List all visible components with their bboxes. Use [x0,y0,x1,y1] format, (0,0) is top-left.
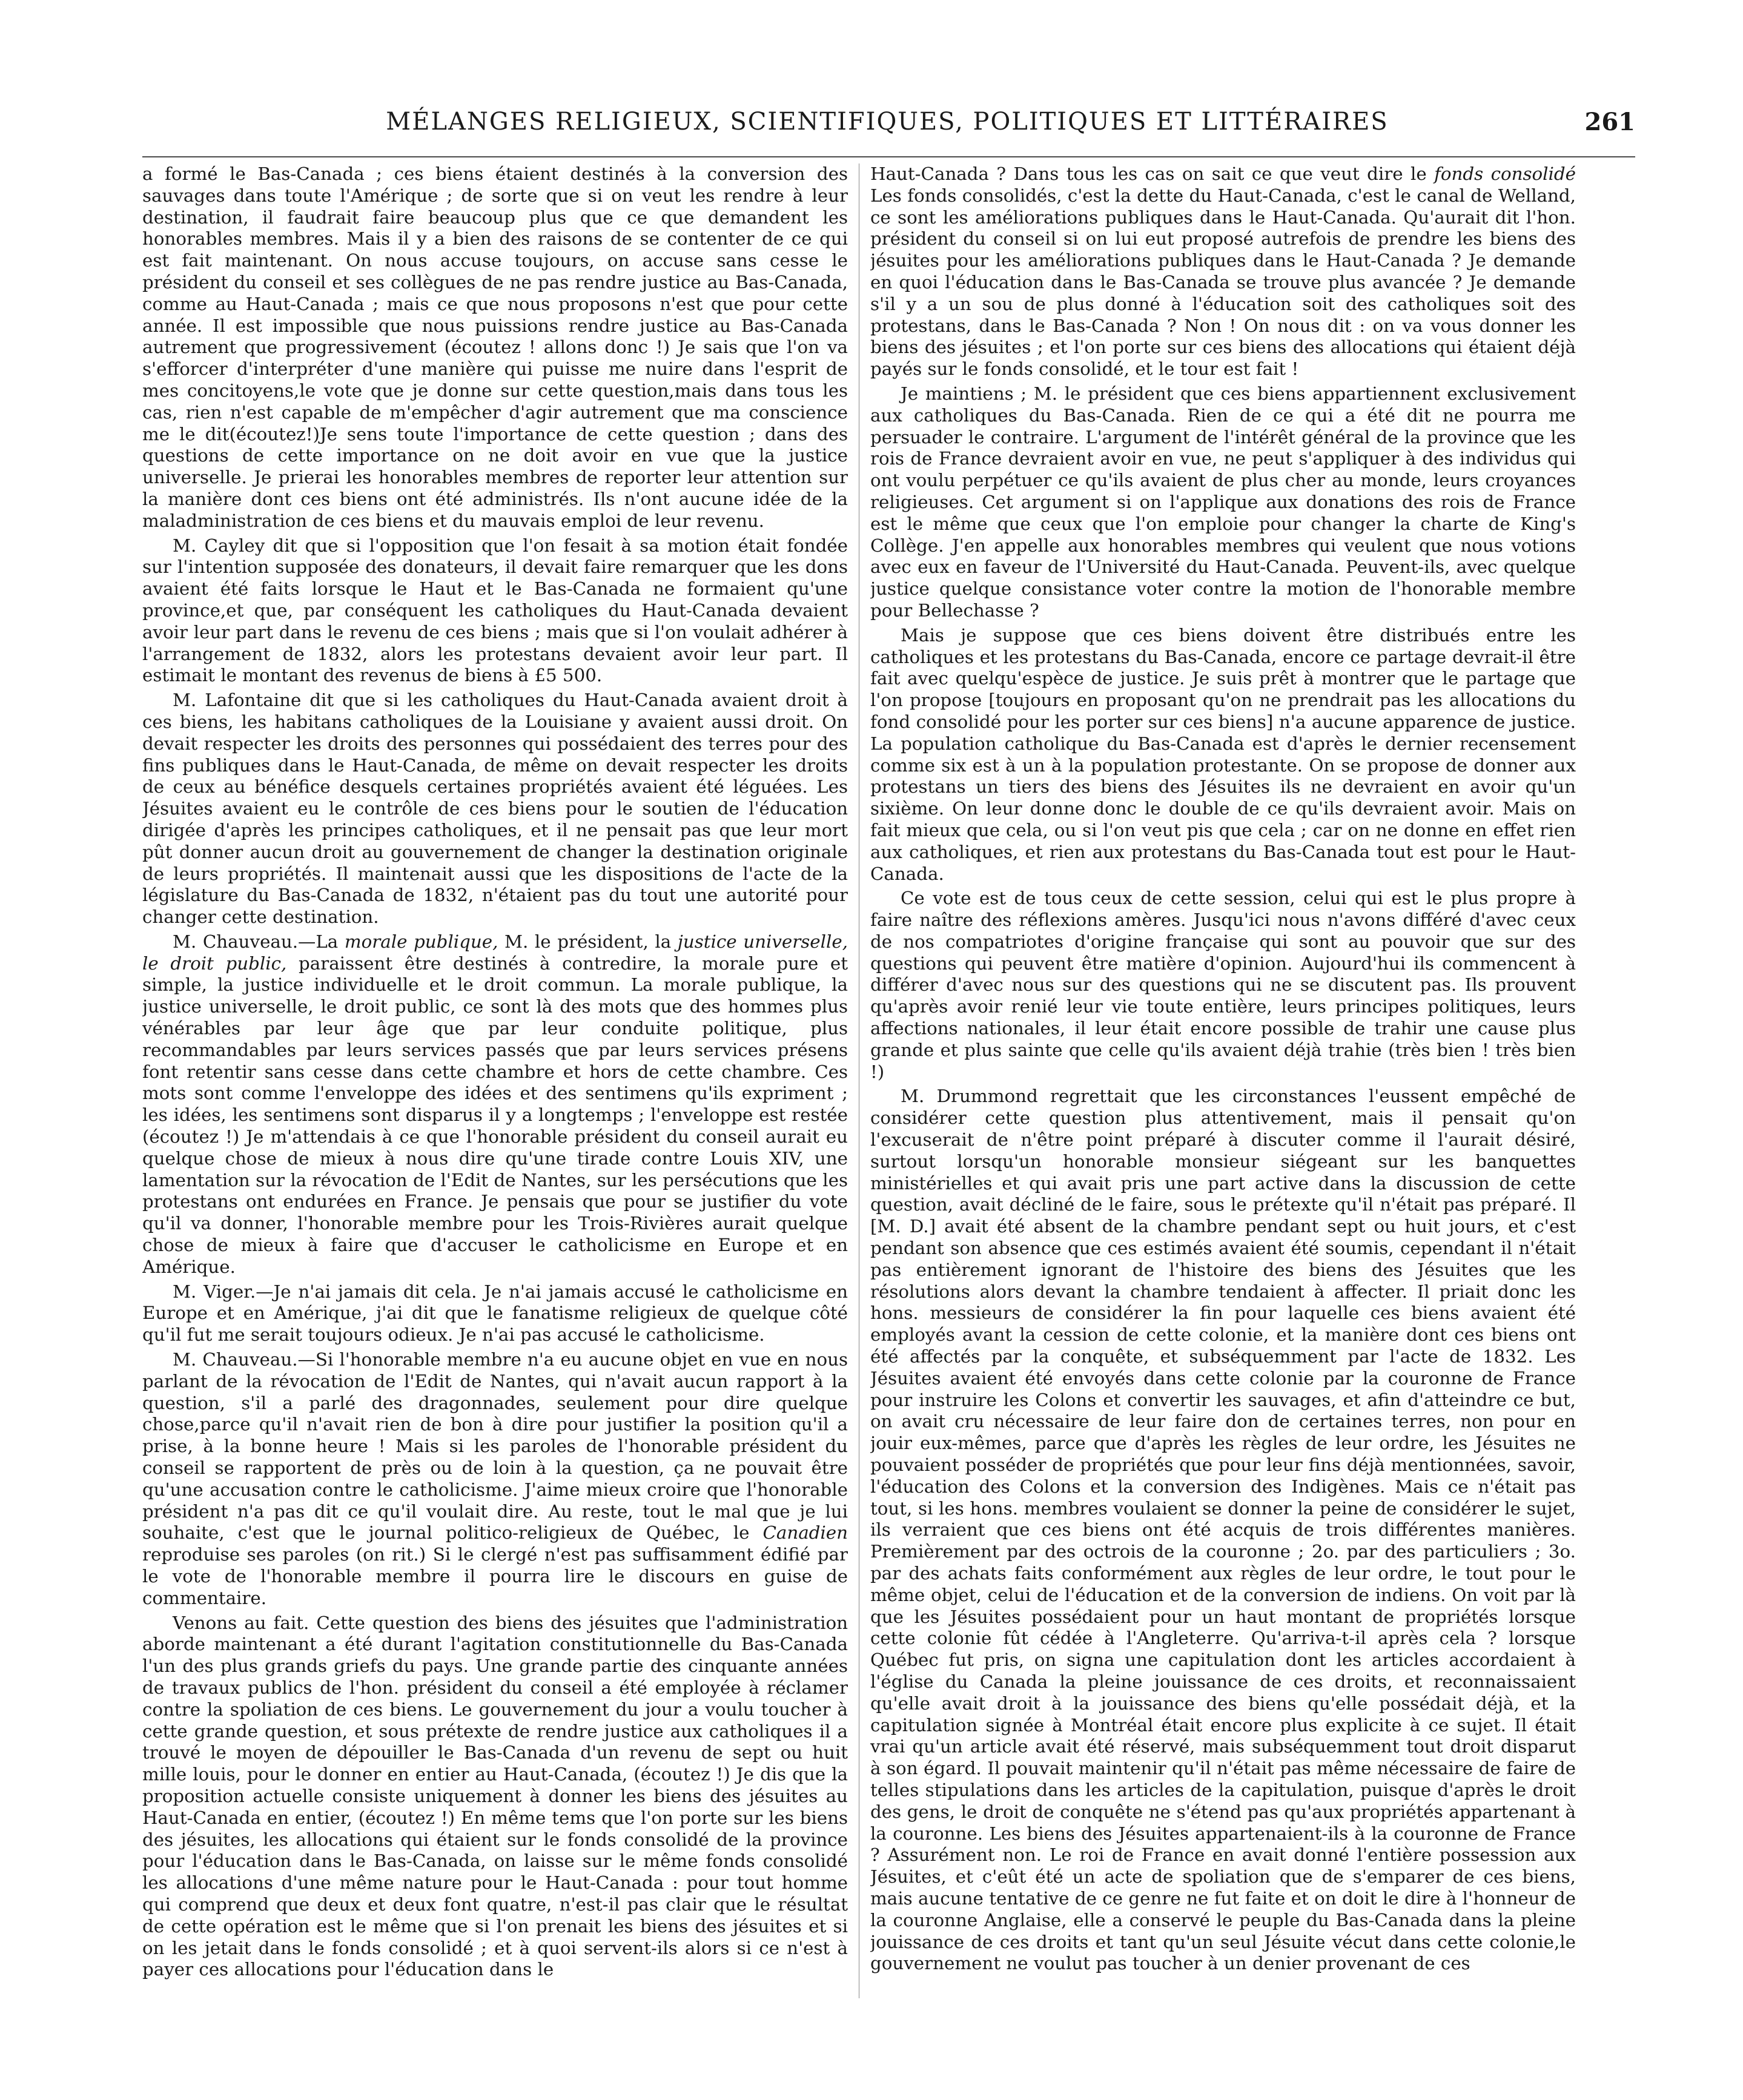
paragraph [142,931,848,1278]
speaker-text: M. Chauveau.—La [173,931,345,952]
paragraph-text: Les fonds consolidés, c'est la dette du Haut-Canada, c'est le canal de Welland, ce sont les améliorations publiques dans le Haut-Canada. Qu'aurait dit l'hon. président du conseil si on lui eut proposé autrefois de prendre les biens des jésuites pour les améliorations publiques dans le Haut-Canada ? Je demande en quoi l'éducation dans le Bas-Canada se trouve plus avancée ? Je demande s'il y a un sou de plus donné à l'éducation soit des catholiques soit des protestans, dans le Bas-Canada ? Non ! On nous dit : on va vous donner les biens des jésuites ; et l'on porte sur ces biens des allocations qui étaient déjà payés sur le fonds consolidé, et le tour est fait ! [870,185,1576,380]
paragraph-text: Haut-Canada ? Dans tous les cas on sait ce que veut dire le [870,163,1435,184]
italic-phrase: Canadien [762,1522,848,1544]
paragraph-text: paraissent être destinés à contredire, la morale pure et simple, la justice individuelle et le droit commun. La morale publique, la justice universelle, le droit public, ce sont là des mots que des hommes plus vénérables par leur âge que par leur conduite politique, plus recommandables par leurs services passés que par leurs services présens font retentir sans cesse dans cette chambre et hors de cette chambre. Ces mots sont comme l'enveloppe des idées et des sentimens qu'ils expriment ; les idées, les sentimens sont disparus il y a longtemps ; l'enveloppe est restée (écoutez !) Je m'attendais à ce que l'honorable président du conseil aurait eu quelque chose de mieux à nous dire qu'une tirade contre Louis XIV, une lamentation sur la révocation de l'Edit de Nantes, sur les persécutions que les protestans ont endurées en France. Je pensais que pour se justifier du vote qu'il va donner, l'honorable membre pour les Trois-Rivières aurait quelque chose de mieux à faire que d'accuser le catholicisme en Europe et en Amérique. [142,953,848,1277]
paragraph [142,1349,848,1610]
paragraph: M. Viger.—Je n'ai jamais dit cela. Je n'ai jamais accusé le catholicisme en Europe et en Amérique, j'ai dit que le fanatisme religieux de quelque côté qu'il fut me serait toujours odieux. Je n'ai pas accusé le catholicisme. [142,1281,848,1346]
paragraph: M. Lafontaine dit que si les catholiques du Haut-Canada avaient droit à ces biens, les habitans catholiques de la Louisiane y avaient aussi droit. On devait respecter les droits des personnes qui possédaient des terres pour des fins publiques dans le Haut-Canada, de même on devait respecter les droits de ceux au bénéfice desquels certaines propriétés avaient été léguées. Les Jésuites avaient eu le contrôle de ces biens pour le soutien de l'éducation dirigée d'après les principes catholiques, et il ne pensait pas que leur mort pût donner aucun droit au gouvernement de changer la destination originale de leurs propriétés. Il maintenait aussi que les dispositions de l'acte de la législature du Bas-Canada de 1832, n'étaient pas du tout une autorité pour changer cette destination. [142,690,848,928]
paragraph: Venons au fait. Cette question des biens des jésuites que l'administration aborde maintenant a été durant l'agitation constitutionnelle du Bas-Canada l'un des plus grands griefs du pays. Une grande partie des cinquante années de travaux publics de l'hon. président du conseil a été employée à réclamer contre la spoliation de ces biens. Le gouvernement du jour a voulu toucher à cette grande question, et sous prétexte de rendre justice aux catholiques il a trouvé le moyen de dépouiller le Bas-Canada d'un revenu de sept ou huit mille louis, pour le donner en entier au Haut-Canada, (écoutez !) Je dis que la proposition actuelle consiste uniquement à donner les biens des jésuites au Haut-Canada en entier, (écoutez !) En même tems que l'on porte sur les biens des jésuites, les allocations qui étaient sur le fonds consolidé de la province pour l'éducation dans le Bas-Canada, on laisse sur le même fonds consolidé les allocations d'une même nature pour le Haut-Canada : pour tout homme qui comprend que deux et deux font quatre, n'est-il pas clair que le résultat de cette opération est le même que si l'on prenait les biens des jésuites et si on les jetait dans le fonds consolidé ; et à quoi servent-ils alors si ce n'est à payer ces allocations pour l'éducation dans le [142,1612,848,1980]
paragraph: a formé le Bas-Canada ; ces biens étaient destinés à la conversion des sauvages dans toute l'Amérique ; de sorte que si on veut les rendre à leur destination, il faudrait faire beaucoup plus que ce que demandent les honorables membres. Mais il y a bien des raisons de se contenter de ce qui est fait maintenant. On nous accuse toujours, on accuse sans cesse le président du conseil et ses collègues de ne pas rendre justice au Bas-Canada, comme au Haut-Canada ; mais ce que nous proposons n'est que pour cette année. Il est impossible que nous puissions rendre justice au Bas-Canada autrement que progressivement (écoutez ! allons donc !) Je sais que l'on va s'efforcer d'interpréter d'une manière qui puisse me nuire dans l'esprit de mes concitoyens,le vote que je donne sur cette question,mais dans tous les cas, rien n'est capable de m'empêcher d'agir autrement que ma conscience me le dit(écoutez!)Je sens toute l'importance de cette question ; dans des questions de cette importance on ne doit avoir en vue que la justice universelle. Je prierai les honorables membres de reporter leur attention sur la manière dont ces biens ont été administrés. Ils n'ont aucune idée de la maladministration de ces biens et du mauvais emploi de leur revenu. [142,163,848,531]
paragraph: Ce vote est de tous ceux de cette session, celui qui est le plus propre à faire naître des réflexions amères. Jusqu'ici nous n'avons différé d'avec ceux de nos compatriotes d'origine française qui sont au pouvoir que sur des questions qui peuvent être matière d'opinion. Aujourd'hui ils commencent à différer d'avec nous sur des questions qui ne se discutent pas. Ils prouvent qu'après avoir renié leur vie toute entière, leurs principes politiques, leurs affections nationales, il leur était encore possible de trahir une cause plus grande et plus sainte que celle qu'ils avaient déjà trahie (très bien ! très bien !) [870,888,1576,1082]
header-rule [142,156,1635,157]
paragraph: M. Cayley dit que si l'opposition que l'on fesait à sa motion était fondée sur l'intention supposée des donateurs, il devait faire remarquer que les dons avaient été faits lorsque le Haut et le Bas-Canada ne formaient qu'une province,et que, par conséquent les catholiques du Haut-Canada devaient avoir leur part dans le revenu de ces biens ; mais que si l'on voulait adhérer à l'arrangement de 1832, alors les protestans devaient avoir leur part. Il estimait le montant des revenus de biens à £5 500. [142,535,848,686]
paragraph: M. Drummond regrettait que les circonstances l'eussent empêché de considérer cette question plus attentivement, mais il pensait qu'on l'excuserait de n'être point préparé à discuter comme il l'aurait désiré, surtout lorsqu'un honorable monsieur siégeant sur les banquettes ministérielles et qui avait pris une part active dans la discussion de cette question, avait décliné de le faire, sous le prétexte qu'il n'était pas préparé. Il [M. D.] avait été absent de la chambre pendant sept ou huit jours, et c'est pendant son absence que ces estimés avaient été soumis, cependant il n'était pas entièrement ignorant de l'histoire des biens des Jésuites que les résolutions alors devant la chambre tendaient à affecter. Il priait donc les hons. messieurs de considérer la fin pour laquelle ces biens avaient été employés avant la cession de cette colonie, et la manière dont ces biens ont été affectés par la conquête, et subséquemment par l'acte de 1832. Les Jésuites avaient été envoyés dans cette colonie par la couronne de France pour instruire les Colons et convertir les sauvages, et afin d'atteindre ce but, on avait cru nécessaire de leur faire don de certaines terres, non pour en jouir eux-mêmes, parce que d'après les règles de leur ordre, les Jésuites ne pouvaient posséder de propriétés que pour leur fins déjà mentionnées, savoir, l'éducation des Colons et la conversion des Indigènes. Mais ce n'était pas tout, si les hons. membres voulaient se donner la peine de considérer le sujet, ils verraient que ces biens ont été acquis de trois différentes manières. Premièrement par des octrois de la couronne ; 2o. par des particuliers ; 3o. par des achats faits conformément aux règles de leur ordre, le tout pour le même objet, celui de l'éducation et de la conversion de indiens. On voit par là que les Jésuites possédaient pour un haut montant de propriétés lorsque cette colonie fût cédée à l'Angleterre. Qu'arriva-t-il après cela ? lorsque Québec fut pris, on signa une capitulation dont les articles accordaient à l'église du Canada la pleine jouissance de ces droits, et reconnaissaient qu'elle avait droit à la jouissance des biens qu'elle possédait déjà, et la capitulation signée à Montréal était encore plus explicite à ce sujet. Il était vrai qu'un article avait été réservé, mais subséquemment tout droit disparut à son égard. Il pouvait maintenir qu'il n'était pas même nécessaire de faire de telles stipulations dans les articles de la capitulation, puisque d'après le droit des gens, le droit de conquête ne s'étend pas qu'aux propriétés appartenant à la couronne. Les biens des Jésuites appartenaient-ils à la couronne de France ? Assurément non. Le roi de France en avait donné l'entière possession aux Jésuites, et c'eût été un acte de spoliation que de s'emparer de ces biens, mais aucune tentative de ce genre ne fut faite et on doit le dire à l'honneur de la couronne Anglaise, elle a conservé le peuple du Bas-Canada dans la pleine jouissance de ces droits et tant qu'un seul Jésuite vécut dans cette colonie,le gouvernement ne voulut pas toucher à un denier provenant de ces [870,1086,1576,1974]
page-header [139,108,1635,144]
right-column [870,163,1576,1998]
running-title: MÉLANGES RELIGIEUX, SCIENTIFIQUES, POLITIQUES ET LITTÉRAIRES [386,108,1389,136]
paragraph-text: M. le président, la [498,931,678,952]
italic-phrase: justice universelle, le droit public, [142,931,848,974]
paragraph-text: reproduise ses paroles (on rit.) Si le clergé n'est pas suffisamment édifié par le vote de l'honorable membre il pourra lire le discours en guise de commentaire. [142,1544,848,1608]
paragraph: Je maintiens ; M. le président que ces biens appartiennent exclusivement aux catholiques du Bas-Canada. Rien de ce qui a été dit ne pourra me persuader le contraire. L'argument de l'intérêt général de la province que les rois de France devraient avoir en vue, ne peut s'appliquer à des individus qui ont voulu perpétuer ce qu'ils avaient de plus cher au monde, leurs croyances religieuses. Cet argument si on l'applique aux donations des rois de France est le même que ceux que l'on emploie pour changer la charte de King's Collège. J'en appelle aux honorables membres qui veulent que nous votions avec eux en faveur de l'Université du Haut-Canada. Peuvent-ils, avec quelque justice quelque consistance voter contre la motion de l'honorable membre pour Bellechasse ? [870,383,1576,621]
page-number: 261 [1584,108,1635,136]
paragraph [870,163,1576,380]
italic-phrase: fonds consolidé [1434,163,1576,184]
paragraph: Mais je suppose que ces biens doivent être distribués entre les catholiques et les protestans du Bas-Canada, encore ce partage devrait-il être fait avec quelqu'espèce de justice. Je suis prêt à montrer que le partage que l'on propose [toujours en proposant qu'on ne prendrait pas les allocations du fond consolidé pour les porter sur ces biens] n'a aucune apparence de justice. La population catholique du Bas-Canada est d'après le dernier recensement comme six est à un à la population protestante. On se propose de donner aux protestans un tiers des biens des Jésuites ils ne devraient en avoir qu'un sixième. On leur donne donc le double de ce qu'ils devraient avoir. Mais on fait mieux que cela, ou si l'on veut pis que cela ; car on ne donne en effet rien aux catholiques, et rien aux protestans du Bas-Canada tout est pour le Haut-Canada. [870,624,1576,884]
italic-phrase: morale publique, [344,931,498,952]
paragraph-text: M. Chauveau.—Si l'honorable membre n'a eu aucune objet en vue en nous parlant de la révocation de l'Edit de Nantes, qui n'avait aucun rapport à la question, s'il a parlé des dragonnades, seulement pour dire quelque chose,parce qu'il n'avait rien de bon à dire pour justifier la position qu'il a prise, à la bonne heure ! Mais si les paroles de l'honorable président du conseil se rapportent de près ou de loin à la question, ça ne pouvait être qu'une accusation contre le catholicisme. J'aime mieux croire que l'honorable président n'a pas dit ce qu'il voulait dire. Au reste, tout le mal que je lui souhaite, c'est que le journal politico-religieux de Québec, le [142,1349,848,1544]
left-column [142,163,848,1998]
